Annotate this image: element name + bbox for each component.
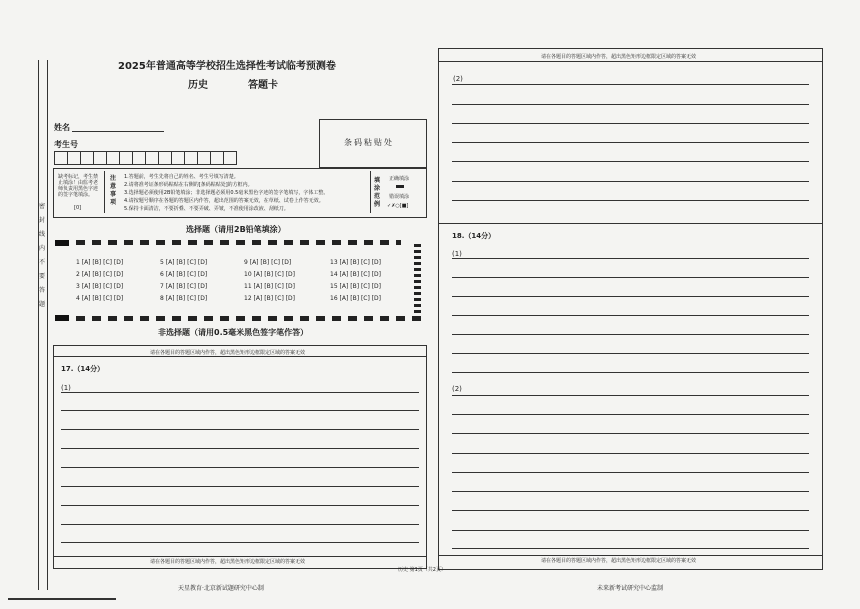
answer-line[interactable] xyxy=(452,161,809,162)
fill-example xyxy=(370,171,425,213)
page-number: 历史 第1页（共2页） xyxy=(398,567,446,573)
answer-line[interactable] xyxy=(61,392,419,393)
choice-item[interactable]: 15 [A] [B] [C] [D] xyxy=(330,283,382,290)
timing-bar xyxy=(76,240,401,245)
footer-right: 未来新考试研究中心监制 xyxy=(597,585,664,592)
timing-strip-right xyxy=(414,244,421,314)
warning-rule xyxy=(439,61,822,62)
answer-line[interactable] xyxy=(452,142,809,143)
answer-line[interactable] xyxy=(61,429,419,430)
answer-line[interactable] xyxy=(452,200,809,201)
side-char: 要 xyxy=(38,273,45,280)
choice-item[interactable]: 5 [A] [B] [C] [D] xyxy=(160,259,208,266)
choice-item[interactable]: 13 [A] [B] [C] [D] xyxy=(330,259,382,266)
absent-text: 缺考标记，考生禁止填涂！由监考老师负责用黑色字迹的签字笔填涂。 xyxy=(58,174,99,198)
warning-top: 请在各题目的答题区域内作答，超出黑色矩形边框限定区域的答案无效 xyxy=(150,350,306,356)
warning-rule xyxy=(54,556,426,557)
absent-mark[interactable]: [0] xyxy=(74,205,82,211)
timing-bar xyxy=(76,316,421,321)
answer-line[interactable] xyxy=(61,524,419,525)
absent-box xyxy=(56,171,105,213)
answer-line[interactable] xyxy=(452,510,809,511)
choice-item[interactable]: 4 [A] [B] [C] [D] xyxy=(76,295,124,302)
notice-area xyxy=(53,168,427,218)
answer-line[interactable] xyxy=(452,491,809,492)
subject-label: 历史 xyxy=(188,80,208,91)
side-char: 线 xyxy=(38,231,45,238)
choice-item[interactable]: 12 [A] [B] [C] [D] xyxy=(244,295,296,302)
right-answer-box xyxy=(438,48,823,570)
warning-rule xyxy=(439,555,822,556)
notice-item: 3.选择题必须使用2B铅笔填涂；非选择题必须用0.5毫米黑色字迹的签字笔填写，字体工整。 xyxy=(124,190,329,196)
answer-line[interactable] xyxy=(61,410,419,411)
side-char: 封 xyxy=(38,217,45,224)
choice-item[interactable]: 1 [A] [B] [C] [D] xyxy=(76,259,124,266)
fill-heading: 填涂范例 xyxy=(374,177,381,208)
choice-item[interactable]: 7 [A] [B] [C] [D] xyxy=(160,283,208,290)
answer-line[interactable] xyxy=(61,467,419,468)
answer-line[interactable] xyxy=(452,334,809,335)
answer-line[interactable] xyxy=(452,277,809,278)
answer-line[interactable] xyxy=(452,372,809,373)
answer-line[interactable] xyxy=(452,353,809,354)
answer-line[interactable] xyxy=(452,315,809,316)
id-cells[interactable] xyxy=(54,151,236,165)
timing-mark xyxy=(55,240,69,246)
notice-item: 5.保持卡面清洁，不要折叠、不要弄破、弄皱，不准使用涂改液、刮纸刀。 xyxy=(124,206,289,212)
choice-title: 选择题（请用2B铅笔填涂） xyxy=(186,225,286,234)
q17-part2: (2) xyxy=(453,75,463,83)
choice-item[interactable]: 11 [A] [B] [C] [D] xyxy=(244,283,296,290)
choice-item[interactable]: 10 [A] [B] [C] [D] xyxy=(244,271,296,278)
wrong-label: 错误填涂 xyxy=(389,194,410,200)
answer-line[interactable] xyxy=(452,414,809,415)
nonchoice-title: 非选择题（请用0.5毫米黑色签字笔作答） xyxy=(158,328,309,337)
correct-label: 正确填涂 xyxy=(389,176,410,182)
notice-heading: 注意事项 xyxy=(110,175,117,206)
barcode-label: 条码粘贴处 xyxy=(344,138,394,147)
answer-line[interactable] xyxy=(452,84,809,85)
notice-item: 4.请按题号顺序在各题的答题区内作答，超出范围的答案无效，在草纸、试卷上作答无效。 xyxy=(124,198,324,204)
answer-line[interactable] xyxy=(452,472,809,473)
choice-item[interactable]: 14 [A] [B] [C] [D] xyxy=(330,271,382,278)
answer-line[interactable] xyxy=(452,104,809,105)
notice-items xyxy=(124,173,328,213)
q18-label: 18.（14分） xyxy=(452,232,496,240)
warning-rule xyxy=(54,356,426,357)
q17-label: 17.（14分） xyxy=(61,365,105,373)
choice-item[interactable]: 9 [A] [B] [C] [D] xyxy=(244,259,292,266)
exam-title: 2025年普通高等学校招生选择性考试临考预测卷 xyxy=(118,61,336,72)
bottom-mark xyxy=(8,598,116,600)
choice-item[interactable]: 2 [A] [B] [C] [D] xyxy=(76,271,124,278)
choice-item[interactable]: 3 [A] [B] [C] [D] xyxy=(76,283,124,290)
answer-line[interactable] xyxy=(61,505,419,506)
side-char: 内 xyxy=(38,245,45,252)
side-char: 密 xyxy=(38,203,45,210)
notice-item: 2.请将准考证条形码粘贴在右侧的[条码粘贴处]的方框内。 xyxy=(124,182,253,188)
side-char: 题 xyxy=(38,301,45,308)
q18-part1: (1) xyxy=(452,250,462,258)
id-label: 考生号 xyxy=(54,140,78,149)
q17-part1: (1) xyxy=(61,384,71,392)
answer-line[interactable] xyxy=(452,548,809,549)
warning-top-right: 请在各题目的答题区域内作答，超出黑色矩形边框限定区域的答案无效 xyxy=(541,54,697,60)
binding-text xyxy=(33,200,51,312)
warning-bottom-right: 请在各题目的答题区域内作答，超出黑色矩形边框限定区域的答案无效 xyxy=(541,558,697,564)
barcode-area xyxy=(319,119,427,168)
answer-line[interactable] xyxy=(61,486,419,487)
choice-item[interactable]: 6 [A] [B] [C] [D] xyxy=(160,271,208,278)
answer-line[interactable] xyxy=(452,181,809,182)
choice-item[interactable]: 8 [A] [B] [C] [D] xyxy=(160,295,208,302)
card-label: 答题卡 xyxy=(248,80,278,91)
answer-line[interactable] xyxy=(452,433,809,434)
answer-line[interactable] xyxy=(61,448,419,449)
footer-left: 天星教育·北京新试题研究中心制 xyxy=(178,585,264,592)
name-label: 姓名 xyxy=(54,123,70,132)
q17-answer-box xyxy=(53,345,427,569)
binding-line xyxy=(38,60,48,590)
answer-line[interactable] xyxy=(61,542,419,543)
warning-bottom: 请在各题目的答题区域内作答，超出黑色矩形边框限定区域的答案无效 xyxy=(150,559,306,565)
name-field[interactable] xyxy=(72,131,164,132)
answer-line[interactable] xyxy=(452,123,809,124)
answer-line[interactable] xyxy=(452,296,809,297)
timing-mark xyxy=(55,315,69,321)
answer-line[interactable] xyxy=(452,395,809,396)
q18-part2: (2) xyxy=(452,385,462,393)
answer-line[interactable] xyxy=(452,453,809,454)
answer-line[interactable] xyxy=(452,530,809,531)
answer-line[interactable] xyxy=(452,258,809,259)
choice-item[interactable]: 16 [A] [B] [C] [D] xyxy=(330,295,382,302)
correct-mark xyxy=(396,185,404,188)
notice-item: 1.答题前，考生先将自己的姓名、考生号填写清楚。 xyxy=(124,174,239,180)
side-char: 答 xyxy=(38,287,45,294)
section-divider xyxy=(439,223,822,224)
side-char: 不 xyxy=(38,259,45,266)
wrong-marks: ✓✗○[■] xyxy=(387,203,409,209)
